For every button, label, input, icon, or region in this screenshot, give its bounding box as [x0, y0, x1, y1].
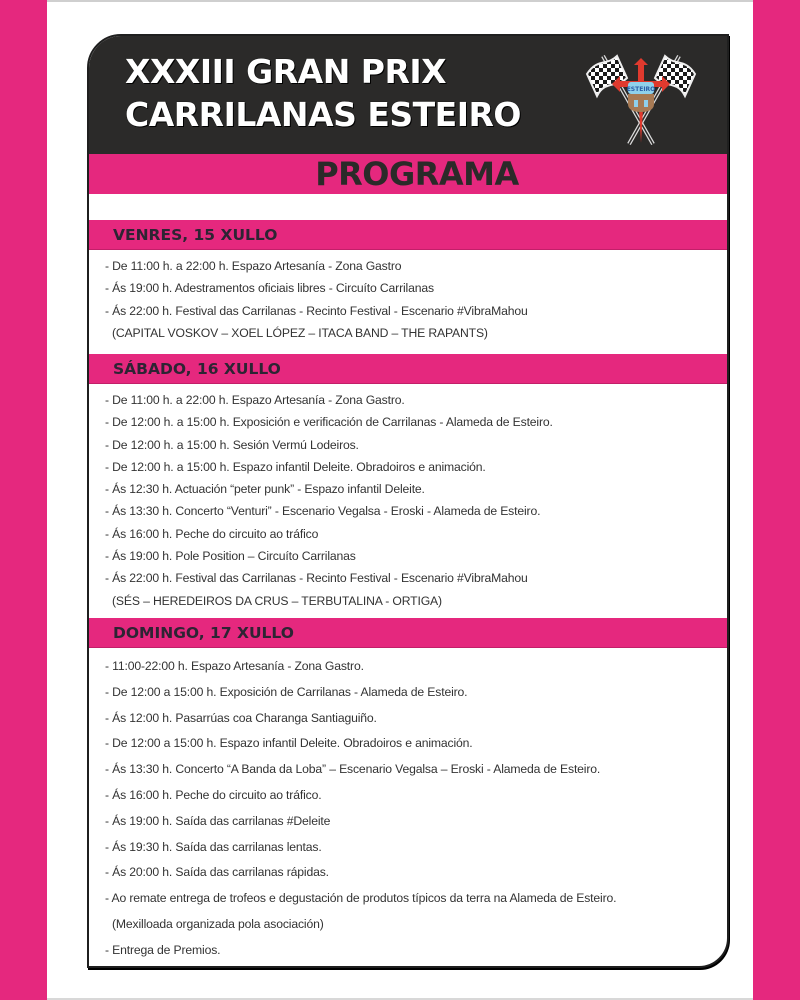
list-item: - Ás 20:00 h. Saída das carrilanas rápidas.: [105, 865, 329, 880]
friday-schedule-list: [105, 255, 717, 344]
svg-text:ESTEIRO: ESTEIRO: [626, 86, 656, 93]
list-item: - De 12:00 h. a 15:00 h. Espazo infantil Deleite. Obradoiros e animación.: [105, 459, 486, 474]
list-item: - Ás 19:00 h. Saída das carrilanas #Deleite: [105, 813, 331, 828]
list-item: (CAPITAL VOSKOV – XOEL LÓPEZ – ITACA BAND – THE RAPANTS): [112, 325, 488, 340]
list-item: - Ás 19:00 h. Pole Position – Circuíto Carrilanas: [105, 549, 356, 564]
list-item: - Ás 12:30 h. Actuación “peter punk” - Espazo infantil Deleite.: [105, 482, 425, 497]
crossed-checkered-flags-emblem-icon: [583, 44, 699, 148]
list-item: - De 11:00 h. a 22:00 h. Espazo Artesanía - Zona Gastro: [105, 259, 402, 273]
list-item: - Ás 13:30 h. Concerto “Venturi” - Escenario Vegalsa - Eroski - Alameda de Esteiro.: [105, 504, 541, 519]
title-line-2: CARRILANAS ESTEIRO: [125, 95, 521, 134]
list-item: - De 11:00 h. a 22:00 h. Espazo Artesanía - Zona Gastro.: [105, 393, 405, 407]
list-item: - De 12:00 a 15:00 h. Espazo infantil Deleite. Obradoiros e animación.: [105, 736, 473, 751]
list-item: - De 12:00 h. a 15:00 h. Exposición e verificación de Carrilanas - Alameda de Esteiro.: [105, 415, 553, 430]
list-item: - 11:00-22:00 h. Espazo Artesanía - Zona Gastro.: [105, 659, 364, 673]
list-item: - Ás 16:00 h. Peche do circuito ao tráfico: [105, 526, 319, 541]
header: [89, 36, 727, 154]
list-item: (SÉS – HEREDEIROS DA CRUS – TERBUTALINA - ORTIGA): [112, 593, 442, 608]
list-item: - De 12:00 a 15:00 h. Exposición de Carrilanas - Alameda de Esteiro.: [105, 684, 468, 699]
list-item: - Ás 19:00 h. Adestramentos oficiais libres - Circuíto Carrilanas: [105, 281, 434, 296]
list-item: - Ás 13:30 h. Concerto “A Banda da Loba” – Escenario Vegalsa – Eroski - Alameda de Esteiro.: [105, 762, 601, 777]
list-item: - De 12:00 h. a 15:00 h. Sesión Vermú Lodeiros.: [105, 437, 359, 452]
sunday-schedule-list: [105, 653, 717, 963]
day-header-sunday: [89, 618, 727, 648]
event-title: [125, 50, 521, 136]
list-item: - Entrega de Premios.: [105, 942, 221, 957]
programa-banner: [89, 154, 727, 194]
day-heading: DOMINGO, 17 XULLO: [113, 624, 294, 642]
list-item: (Mexilloada organizada pola asociación): [112, 916, 324, 931]
title-line-1: XXXIII GRAN PRIX: [125, 52, 447, 91]
day-heading: SÁBADO, 16 XULLO: [113, 360, 281, 378]
top-rule: [47, 0, 753, 2]
programa-heading: PROGRAMA: [315, 155, 519, 193]
list-item: - Ás 12:00 h. Pasarrúas coa Charanga Santiaguiño.: [105, 710, 377, 725]
program-card: [87, 34, 729, 968]
list-item: - Ás 19:30 h. Saída das carrilanas lentas.: [105, 839, 322, 854]
list-item: - Ás 22:00 h. Festival das Carrilanas - Recinto Festival - Escenario #VibraMahou: [105, 303, 528, 318]
list-item: - Ás 22:00 h. Festival das Carrilanas - Recinto Festival - Escenario #VibraMahou: [105, 571, 528, 586]
saturday-schedule-list: [105, 389, 717, 612]
list-item: - Ás 16:00 h. Peche do circuito ao tráfico.: [105, 787, 322, 802]
list-item: - Ao remate entrega de trofeos e degustación de produtos típicos da terra na Alameda de Esteiro.: [105, 891, 617, 906]
right-pink-border: [753, 0, 800, 1000]
day-header-saturday: [89, 354, 727, 384]
day-heading: VENRES, 15 XULLO: [113, 226, 278, 244]
day-header-friday: [89, 220, 727, 250]
left-pink-border: [0, 0, 47, 1000]
